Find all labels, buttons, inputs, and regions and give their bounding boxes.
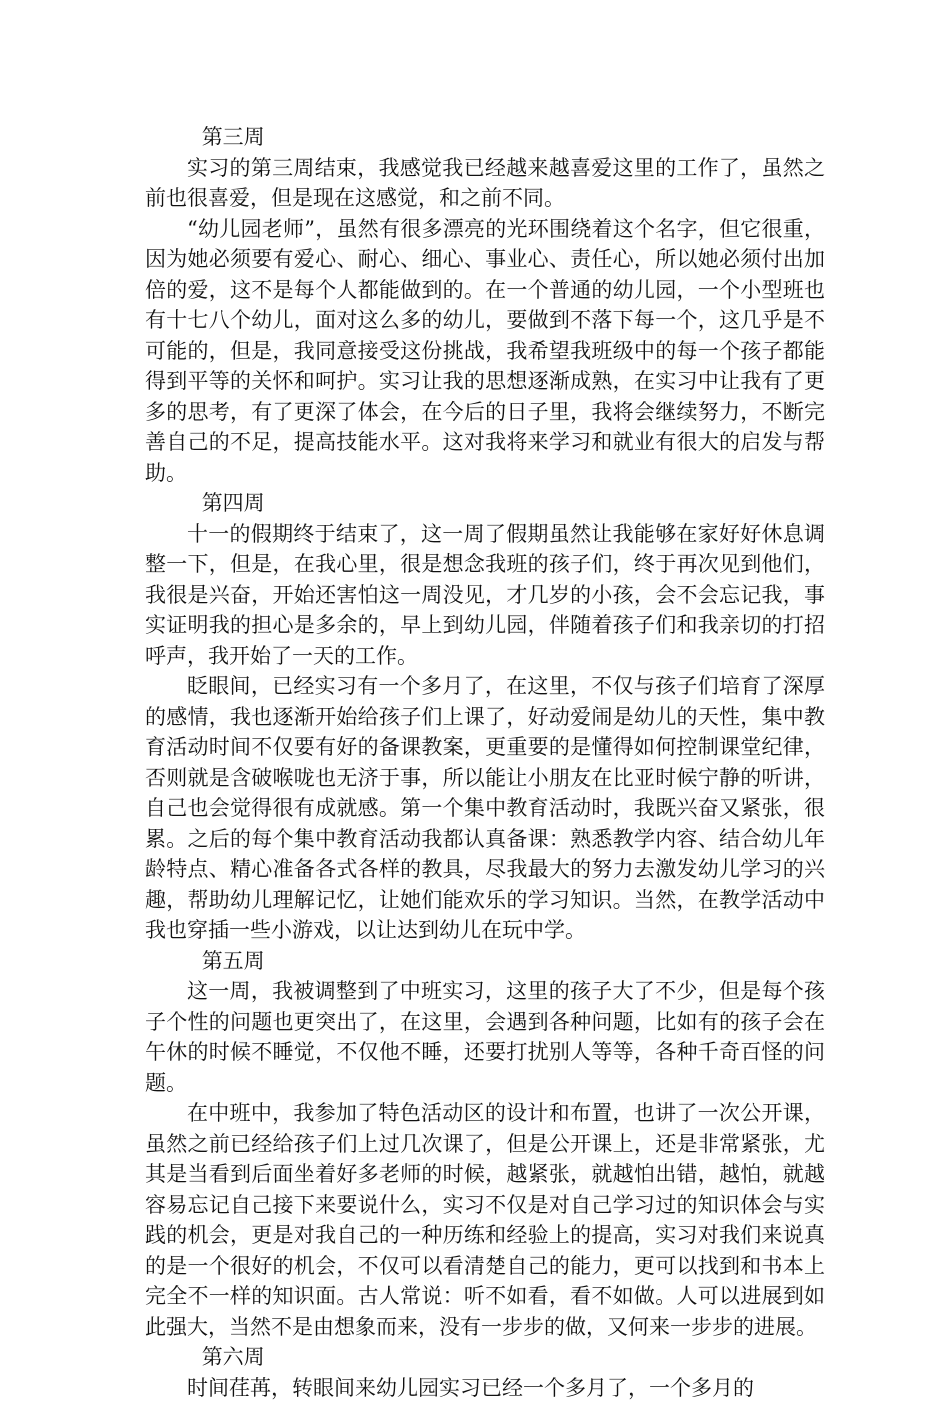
section-heading-week-6: 第六周 <box>145 1342 825 1373</box>
paragraph: 实习的第三周结束，我感觉我已经越来越喜爱这里的工作了，虽然之前也很喜爱，但是现在这感觉，和之前不同。 <box>145 153 825 214</box>
section-heading-week-4: 第四周 <box>145 488 825 519</box>
paragraph: 在中班中，我参加了特色活动区的设计和布置，也讲了一次公开课，虽然之前已经给孩子们上过几次课了，但是公开课上，还是非常紧张，尤其是当看到后面坐着好多老师的时候，越紧张，就越怕出错，越怕，就越容易忘记自己接下来要说什么，实习不仅是对自己学习过的知识体会与实践的机会，更是对我自己的一种历练和经验上的提高，实习对我们来说真的是一个很好的机会，不仅可以看清楚自己的能力，更可以找到和书本上完全不一样的知识面。古人常说：听不如看，看不如做。人可以进展到如此强大，当然不是由想象而来，没有一步步的做，又何来一步步的进展。 <box>145 1098 825 1342</box>
paragraph: 时间荏苒，转眼间来幼儿园实习已经一个多月了，一个多月的 <box>145 1373 825 1403</box>
document-body <box>145 122 825 1403</box>
section-heading-week-5: 第五周 <box>145 946 825 977</box>
paragraph: 眨眼间，已经实习有一个多月了，在这里，不仅与孩子们培育了深厚的感情，我也逐渐开始给孩子们上课了，好动爱闹是幼儿的天性，集中教育活动时间不仅要有好的备课教案，更重要的是懂得如何控制课堂纪律，否则就是含破喉咙也无济于事，所以能让小朋友在比亚时候宁静的听讲，自己也会觉得很有成就感。第一个集中教育活动时，我既兴奋又紧张，很累。之后的每个集中教育活动我都认真备课：熟悉教学内容、结合幼儿年龄特点、精心准备各式各样的教具，尽我最大的努力去激发幼儿学习的兴趣，帮助幼儿理解记忆，让她们能欢乐的学习知识。当然，在教学活动中我也穿插一些小游戏，以让达到幼儿在玩中学。 <box>145 671 825 946</box>
paragraph: “幼儿园老师”，虽然有很多漂亮的光环围绕着这个名字，但它很重，因为她必须要有爱心、耐心、细心、事业心、责任心，所以她必须付出加倍的爱，这不是每个人都能做到的。在一个普通的幼儿园，一个小型班也有十七八个幼儿，面对这么多的幼儿，要做到不落下每一个，这几乎是不可能的，但是，我同意接受这份挑战，我希望我班级中的每一个孩子都能得到平等的关怀和呵护。实习让我的思想逐渐成熟，在实习中让我有了更多的思考，有了更深了体会，在今后的日子里，我将会继续努力，不断完善自己的不足，提高技能水平。这对我将来学习和就业有很大的启发与帮助。 <box>145 214 825 489</box>
paragraph: 十一的假期终于结束了，这一周了假期虽然让我能够在家好好休息调整一下，但是，在我心里，很是想念我班的孩子们，终于再次见到他们，我很是兴奋，开始还害怕这一周没见，才几岁的小孩，会不会忘记我，事实证明我的担心是多余的，早上到幼儿园，伴随着孩子们和我亲切的打招呼声，我开始了一天的工作。 <box>145 519 825 672</box>
section-heading-week-3: 第三周 <box>145 122 825 153</box>
paragraph: 这一周，我被调整到了中班实习，这里的孩子大了不少，但是每个孩子个性的问题也更突出了，在这里，会遇到各种问题，比如有的孩子会在午休的时候不睡觉，不仅他不睡，还要打扰别人等等，各种千奇百怪的问题。 <box>145 976 825 1098</box>
